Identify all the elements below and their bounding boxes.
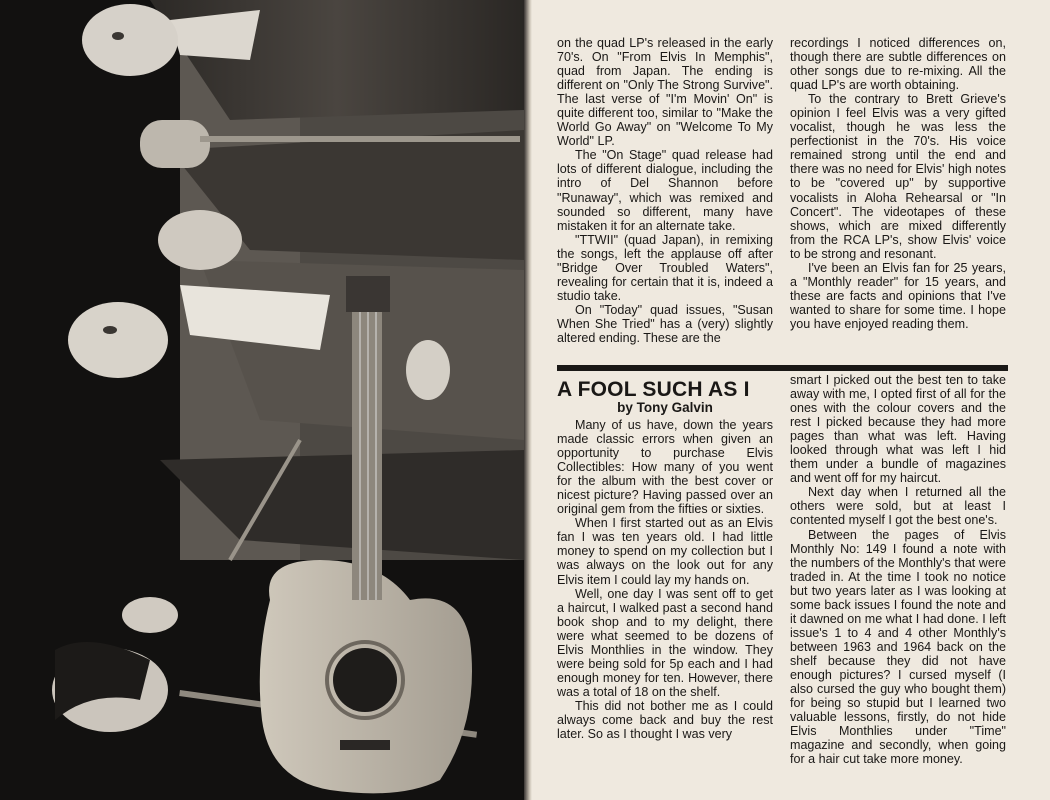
- article2-paragraph: Many of us have, down the years made classic errors when given an opportunity to purchase Elvis Collectibles: How many of you went for the album with the best cover or nicest picture? Having passed over an original gem from the fifties or sixties.: [557, 418, 773, 517]
- article2-paragraph: Between the pages of Elvis Monthly No: 149 I found a note with the numbers of the Monthly's that were traded in. At the time I took no notice but two years later as I was looking at some back issues I found the note and it dawned on me what I had done. I left issue's 1 to 4 and 4 other Monthly's between 1963 and 1964 back on the shelf because they did not have enough pictures? I cursed myself (I also cursed the guy who bought them) for being so stupid but I learned two valuable lessons, firstly, do not hide Elvis Monthlies under "Time" magazine and secondly, when going for a hair cut take more money.: [790, 527, 1006, 767]
- article-title: A FOOL SUCH AS I: [557, 378, 750, 401]
- article1-paragraph: To the contrary to Brett Grieve's opinion I feel Elvis was a very gifted vocalist, though he was less the perfectionist in the 70's. His voice remained strong until the end and there was no need for Elvis' high notes to be "covered up" by supportive vocalists in Aloha Rehearsal or "In Concert". The videotapes of these shows, which are mixed differently from the RCA LP's, show Elvis' voice to be strong and resonant.: [790, 92, 1006, 261]
- article-byline: by Tony Galvin: [617, 400, 713, 415]
- band-photo: [0, 0, 524, 800]
- article1-paragraph: I've been an Elvis fan for 25 years, a "Monthly reader" for 15 years, and these are facts and opinions that I've wanted to share for some time. I hope you have enjoyed reading them.: [790, 260, 1006, 331]
- article1-paragraph: on the quad LP's released in the early 70's. On "From Elvis In Memphis", quad from Japan. The ending is different on "Only The Strong Survive". The last verse of "I'm Movin' On" is quite different too, similar to "Make the World Go Away" on "Welcome To My World" LP.: [557, 36, 773, 149]
- article2-column-1: [557, 418, 773, 741]
- article2-column-2: [790, 373, 1006, 766]
- article2-paragraph: When I first started out as an Elvis fan I was ten years old. I had little money to spend on my collection but I was always on the look out for any Elvis item I could lay my hands on.: [557, 516, 773, 587]
- article1-column-1: [557, 36, 773, 345]
- page-gutter: [524, 0, 532, 800]
- article1-paragraph: "TTWII" (quad Japan), in remixing the songs, left the applause off after "Bridge Over Troubled Waters", revealing for certain that it is, indeed a studio take.: [557, 232, 773, 303]
- photo-illustration: [0, 0, 524, 800]
- article1-paragraph: On "Today" quad issues, "Susan When She Tried" has a (very) slightly altered ending. These are the: [557, 302, 773, 345]
- article2-paragraph: This did not bother me as I could always come back and buy the rest later. So as I thought I was very: [557, 698, 773, 742]
- article2-paragraph: Next day when I returned all the others were sold, but at least I contented myself I got the best one's.: [790, 485, 1006, 528]
- section-divider: [557, 365, 1008, 371]
- article1-paragraph: The "On Stage" quad release had lots of different dialogue, including the intro of Del Shannon before "Runaway", which was remixed and sounded so different, many have mistaken it for an alternate take.: [557, 148, 773, 233]
- article1-column-2: [790, 36, 1006, 331]
- article2-paragraph: Well, one day I was sent off to get a haircut, I walked past a second hand book shop and to my delight, there were what seemed to be dozens of Elvis Monthlies in the window. They were being sold for 5p each and I had enough money for ten. However, there was a total of 18 on the shelf.: [557, 586, 773, 699]
- article2-paragraph: smart I picked out the best ten to take away with me, I opted first of all for the ones with the colour covers and the rest I picked because they had more pages than what was left. Having looked through what was left I hid them under a bundle of magazines and went off for my haircut.: [790, 373, 1006, 486]
- article1-paragraph: recordings I noticed differences on, though there are subtle differences on other songs due to re-mixing. All the quad LP's are worth obtaining.: [790, 36, 1006, 93]
